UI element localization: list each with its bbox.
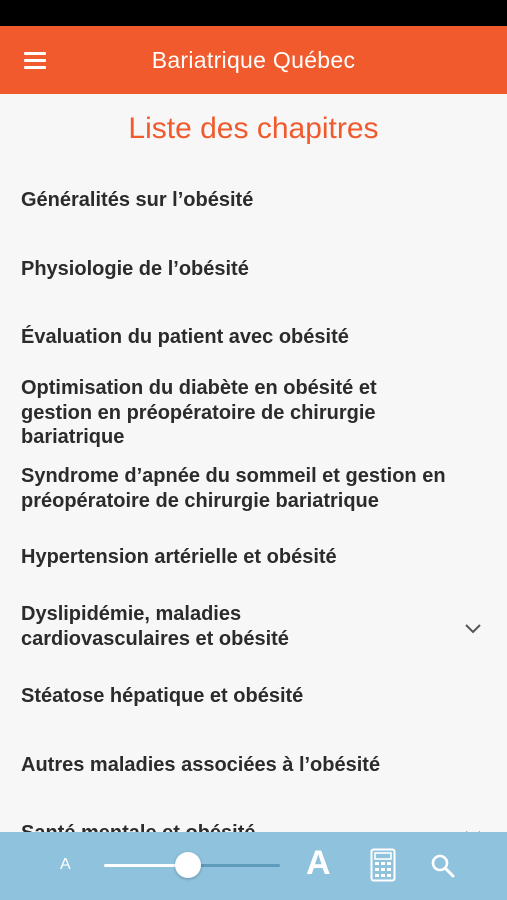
- chapter-item-autres-maladies[interactable]: Autres maladies associées à l’obésité: [21, 754, 381, 776]
- hamburger-menu-icon[interactable]: [18, 48, 52, 74]
- app-bar: [0, 26, 507, 94]
- chapter-item-generalites[interactable]: Généralités sur l’obésité: [21, 189, 254, 211]
- status-bar: [0, 0, 507, 26]
- chapter-item-diabete[interactable]: Optimisation du diabète en obésité et gestion en préopératoire de chirurgie bariatrique: [21, 377, 377, 448]
- chapter-item-physiologie[interactable]: Physiologie de l’obésité: [21, 258, 249, 280]
- page-title: Liste des chapitres: [128, 112, 379, 145]
- chevron-down-icon[interactable]: [463, 621, 483, 635]
- chapter-item-hypertension[interactable]: Hypertension artérielle et obésité: [21, 546, 337, 568]
- chapter-item-steatose[interactable]: Stéatose hépatique et obésité: [21, 685, 304, 707]
- font-size-slider-thumb[interactable]: [175, 852, 201, 878]
- bottom-toolbar: [0, 832, 507, 900]
- app-title: Bariatrique Québec: [151, 46, 356, 73]
- increase-text-size-button[interactable]: A: [306, 844, 331, 882]
- chapter-item-dyslipidemie[interactable]: Dyslipidémie, maladies cardiovasculaires et obésité: [21, 603, 289, 650]
- search-icon[interactable]: [430, 853, 456, 879]
- chapter-item-apnee[interactable]: Syndrome d’apnée du sommeil et gestion en préopératoire de chirurgie bariatrique: [21, 465, 446, 512]
- chapter-list-screen: [0, 94, 507, 832]
- chapter-item-evaluation[interactable]: Évaluation du patient avec obésité: [21, 326, 349, 348]
- decrease-text-size-label: A: [60, 856, 71, 873]
- calculator-icon[interactable]: [370, 848, 396, 882]
